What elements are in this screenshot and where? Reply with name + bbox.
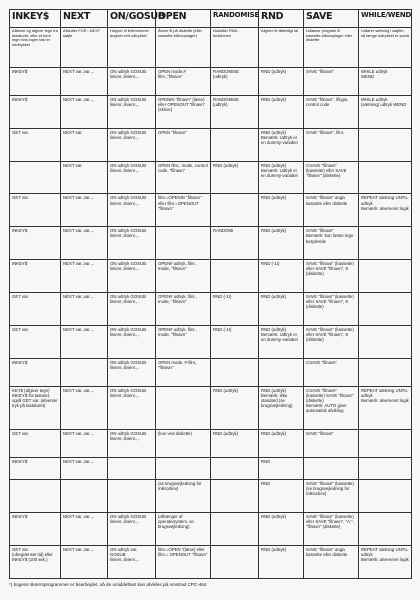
table-cell: OPEN mode,# filnr.,"filnavn": [156, 68, 211, 96]
table-cell: ON udtryk GOSUB linienr.,linienr.,..: [108, 194, 156, 227]
column-header: NEXT: [61, 10, 108, 28]
table-cell: RANDOMISE (udtryk): [211, 95, 259, 128]
table-cell: INKEY$: [10, 260, 61, 293]
table-cell: [359, 429, 412, 457]
table-cell: SAVE "filnavn" Bemærk: kun første tegn betydende: [304, 227, 359, 260]
table-cell: RND (udtryk): [259, 227, 304, 260]
table-row: [10, 161, 412, 194]
table-cell: OPEN mode, #-filnr., "filnavn": [156, 358, 211, 386]
table-row: [10, 68, 412, 96]
description-cell: Hopper til linienummer angivet ved udtrykket: [108, 28, 156, 68]
description-cell: Udfører sætning i sløjfen, så længe udtrykket er sandt: [359, 28, 412, 68]
table-cell: (kun ved diskette): [156, 429, 211, 457]
table-cell: [156, 386, 211, 429]
table-cell: NEXT var.: [61, 161, 108, 194]
table-cell: [359, 358, 412, 386]
table-cell: filnr.=OPENIN "filnavn" eller filnr.=OPENOUT "filnavn": [156, 194, 211, 227]
table-cell: ON udtryk GOSUB linienr.,linienr.,..: [108, 513, 156, 546]
table-cell: SAVE "filnavn" (kassette) eller SAVE "filnavn", 8 (diskette): [304, 326, 359, 359]
table-cell: filnr.=OPEN "(læse) eller filnr.= OPENOUT "filnavn": [156, 546, 211, 579]
table-cell: INKEY$: [10, 68, 61, 96]
column-header: RND: [259, 10, 304, 28]
table-cell: OPEN# udtryk, filnr., mode, "filnavn": [156, 260, 211, 293]
table-cell: SAVE "filnavn" (kassette) eller SAVE "filnavn", 8 (diskette): [304, 293, 359, 326]
table-cell: RANDOMISE (udtryk): [211, 68, 259, 96]
table-cell: [211, 457, 259, 480]
table-body: [10, 28, 412, 579]
table-row: [10, 513, 412, 546]
table-cell: RANDOMI: [211, 227, 259, 260]
description-cell: Åbner fil på diskette (eller kassette-båndoptager): [156, 28, 211, 68]
table-row: [10, 260, 412, 293]
table-cell: [10, 480, 61, 513]
table-cell: GET var.: [10, 128, 61, 161]
table-cell: OPEN# udtryk, filnr., mode, "filnavn": [156, 326, 211, 359]
table-cell: [156, 227, 211, 260]
table-cell: RND (udtryk): [259, 194, 304, 227]
table-cell: ON udtryk GOSUB linienr.,linienr.,..: [108, 358, 156, 386]
table-cell: [61, 480, 108, 513]
description-cell: Nulstiller RND-funktionen: [211, 28, 259, 68]
table-cell: WHILE udtryk WEND: [359, 68, 412, 96]
table-cell: RND (udtryk) Bemærk: Udtryk er en dummy-variabel: [259, 161, 304, 194]
table-cell: [359, 227, 412, 260]
table-cell: [359, 128, 412, 161]
table-cell: NEXT var.,var.,..: [61, 68, 108, 96]
table-row: [10, 293, 412, 326]
table-cell: WHILE udtryk (sætning) udtryk WEND: [359, 95, 412, 128]
table-cell: SAVE "filnavn", filtype, control code: [304, 95, 359, 128]
table-cell: RND (udtryk): [259, 95, 304, 128]
table-cell: RND (udtryk): [259, 546, 304, 579]
table-cell: [359, 513, 412, 546]
table-cell: [156, 457, 211, 480]
table-cell: SAVE "filnavn" (kassette) eller SAVE "filnavn", "A:", "filnavn" (diskette): [304, 513, 359, 546]
table-row: [10, 386, 412, 429]
table-cell: RND: [259, 480, 304, 513]
table-cell: SAVE "filnavn" (kassette) eller SAVE "filnavn", 8 (diskette): [304, 260, 359, 293]
description-cell: Udlæser program til kassette-båndoptager eller diskette: [304, 28, 359, 68]
column-header: INKEY$: [10, 10, 61, 28]
table-cell: REPEAT sætning UNTIL udtryk Bemærk: alverneret logik: [359, 546, 412, 579]
description-cell: Aflæser og afgiver tegn fra tastaturet, eller et tomt tegn hvis ingen tast er nedtrykket: [10, 28, 61, 68]
table-row: [10, 227, 412, 260]
table-cell: CSAVE "filnavn" (kassette) eller SAVE "filnavn" (diskette): [304, 161, 359, 194]
table-cell: OPEN "filnavn": [156, 128, 211, 161]
table-cell: INKEY$: [10, 95, 61, 128]
table-cell: RND (udtryk): [259, 513, 304, 546]
table-cell: [304, 457, 359, 480]
table-cell: GET var.: [10, 293, 61, 326]
table-cell: NEXT var.: [61, 128, 108, 161]
table-cell: RND (udtryk): [259, 293, 304, 326]
table-cell: [211, 480, 259, 513]
table-cell: NEXT var.,var.,..: [61, 513, 108, 546]
command-comparison-table: [9, 9, 412, 579]
table-cell: REPEAT sætning UNTIL udtryk Bemærk: alverneret logik: [359, 194, 412, 227]
reference-sheet: [9, 9, 411, 579]
table-cell: [359, 260, 412, 293]
table-cell: OPEN# udtryk, filnr., mode, "filnavn": [156, 293, 211, 326]
table-cell: RND (udtryk): [211, 386, 259, 429]
table-row: [10, 546, 412, 579]
table-cell: [61, 358, 108, 386]
table-cell: RND: [259, 457, 304, 480]
description-row: [10, 28, 412, 68]
table-cell: NEXT var.,var.,..: [61, 546, 108, 579]
table-cell: CSAVE "filnavn": [304, 358, 359, 386]
table-cell: RND (udtryk): [211, 429, 259, 457]
table-cell: NEXT var.,var.,..: [61, 194, 108, 227]
table-cell: NEXT var.,var.,..: [61, 260, 108, 293]
footnote: *) bogens skærmprogrammer er bearbejdet, så de umiddelbart kan afvikles på Amstrad CPC-464: [9, 582, 207, 587]
table-cell: [108, 480, 156, 513]
table-cell: SAVE "filnavn" (kassette) (se brugsvejledning for mikrodrev): [304, 480, 359, 513]
table-cell: [359, 161, 412, 194]
table-cell: GET var.: [10, 194, 61, 227]
header-row: [10, 10, 412, 28]
table-cell: NEXT var.,var.,..: [61, 293, 108, 326]
table-cell: ON udtryk GOSUB linienr.,linienr.,..: [108, 293, 156, 326]
table-cell: INKEY$: [10, 227, 61, 260]
table-cell: ON udtryk GOSUB linienr.,linienr.,..: [108, 429, 156, 457]
table-row: [10, 128, 412, 161]
table-cell: ON udtryk GOSUB linienr.,linienr.,..: [108, 95, 156, 128]
table-cell: NEXT var.,var.,..: [61, 457, 108, 480]
table-cell: OPENIN "filnavn" (læse) eller OPENOUT "filnavn" (skrive): [156, 95, 211, 128]
table-cell: ON udtryk GOSUB linienr.,linienr.,..: [108, 386, 156, 429]
column-header: RANDOMISE: [211, 10, 259, 28]
table-cell: SAVE "filnavn": [304, 429, 359, 457]
table-cell: INKEY$: [10, 358, 61, 386]
table-cell: NEXT var.,var.,..: [61, 95, 108, 128]
table-cell: REPEAT sætning UNTIL udtryk Bemærk: alverneret logik: [359, 386, 412, 429]
table-row: [10, 358, 412, 386]
table-cell: RND (udtryk): [259, 429, 304, 457]
table-cell: NEXT var.,var.,..: [61, 429, 108, 457]
table-row: [10, 194, 412, 227]
table-cell: ON udtryk GOSUB linienr.,linienr.,..: [108, 128, 156, 161]
table-cell: NEXT var.,var.,..: [61, 227, 108, 260]
column-header: ON/GOSUB: [108, 10, 156, 28]
table-row: [10, 326, 412, 359]
table-cell: RND (udtryk) Bemærk: Udtryk er en dummy-variabel: [259, 128, 304, 161]
table-cell: NEXT var.,var.,..: [61, 386, 108, 429]
table-cell: ON udtryk GOSUB linienr.,linienr.,..: [108, 68, 156, 96]
table-cell: [259, 358, 304, 386]
table-cell: [359, 293, 412, 326]
table-cell: SAVE "filnavn" angiv kassette eller diskette: [304, 194, 359, 227]
table-cell: [211, 128, 259, 161]
table-row: [10, 457, 412, 480]
table-cell: INKEY$: [10, 457, 61, 480]
table-cell: [10, 161, 61, 194]
table-cell: GET var.: [10, 429, 61, 457]
table-cell: SAVE "filnavn", filnr.: [304, 128, 359, 161]
table-cell: SAVE "filnavn": [304, 68, 359, 96]
table-cell: ON udtryk GOSUB linienr.,linienr.,..: [108, 260, 156, 293]
column-header: SAVE: [304, 10, 359, 28]
table-cell: (afhænger af operativsystem, se brugsvejledning): [156, 513, 211, 546]
table-cell: RND (-1t): [211, 326, 259, 359]
table-cell: [211, 513, 259, 546]
table-cell: INKEY$: [10, 513, 61, 546]
table-cell: RND (udtryk) Bemærk: Udtryk er en dummy-variabel: [259, 326, 304, 359]
table-cell: ON udtryk GOSUB linienr.,linienr.,..: [108, 326, 156, 359]
table-cell: (se brugsvejledning for mikrodrev): [156, 480, 211, 513]
table-cell: [211, 546, 259, 579]
table-cell: RND (udtryk) Bemærk: ikke standard (se brugsvejledning): [259, 386, 304, 429]
table-cell: [359, 457, 412, 480]
table-cell: [211, 358, 259, 386]
table-cell: NEXT var.,var.,..: [61, 326, 108, 359]
table-row: [10, 429, 412, 457]
table-cell: [108, 457, 156, 480]
table-cell: CSAVE "filnavn" (kassette) SAVE "filnavn" (diskette) Bemærk: AUTO giver automatisk afvikling: [304, 386, 359, 429]
table-cell: RND (udtryk): [211, 161, 259, 194]
table-cell: [359, 326, 412, 359]
column-header: WHILE/WEND: [359, 10, 412, 28]
table-cell: OPEN filnr., mode, control code, "filnavn": [156, 161, 211, 194]
table-cell: ON udtryk GOSUB linienr.,linienr.,..: [108, 227, 156, 260]
table-row: [10, 95, 412, 128]
table-cell: ON udtryk GOSUB linienr.,linienr.,..: [108, 161, 156, 194]
table-cell: RND (udtryk): [259, 68, 304, 96]
table-cell: SAVE "filnavn" angiv kassette eller diskette: [304, 546, 359, 579]
table-cell: GET var. (ubegrænset tid) eller INKEY$ (100 sek.): [10, 546, 61, 579]
table-cell: RND (-1t): [259, 260, 304, 293]
table-cell: KEY$ (afgiver tegn) INKEY$ fra tasturet, også GET var. (afventer tryk på tastaturet): [10, 386, 61, 429]
table-cell: ON udtryk var. GOSUB linienr.,linienr.,..: [108, 546, 156, 579]
table-row: [10, 480, 412, 513]
table-cell: [211, 260, 259, 293]
table-cell: RND (-1t): [211, 293, 259, 326]
table-cell: [359, 480, 412, 513]
table-cell: [211, 194, 259, 227]
column-header: OPEN: [156, 10, 211, 28]
table-cell: GET var.: [10, 326, 61, 359]
description-cell: Afgiver et tilfældigt tal: [259, 28, 304, 68]
description-cell: Afslutter FOR...NEXT sløjfe: [61, 28, 108, 68]
